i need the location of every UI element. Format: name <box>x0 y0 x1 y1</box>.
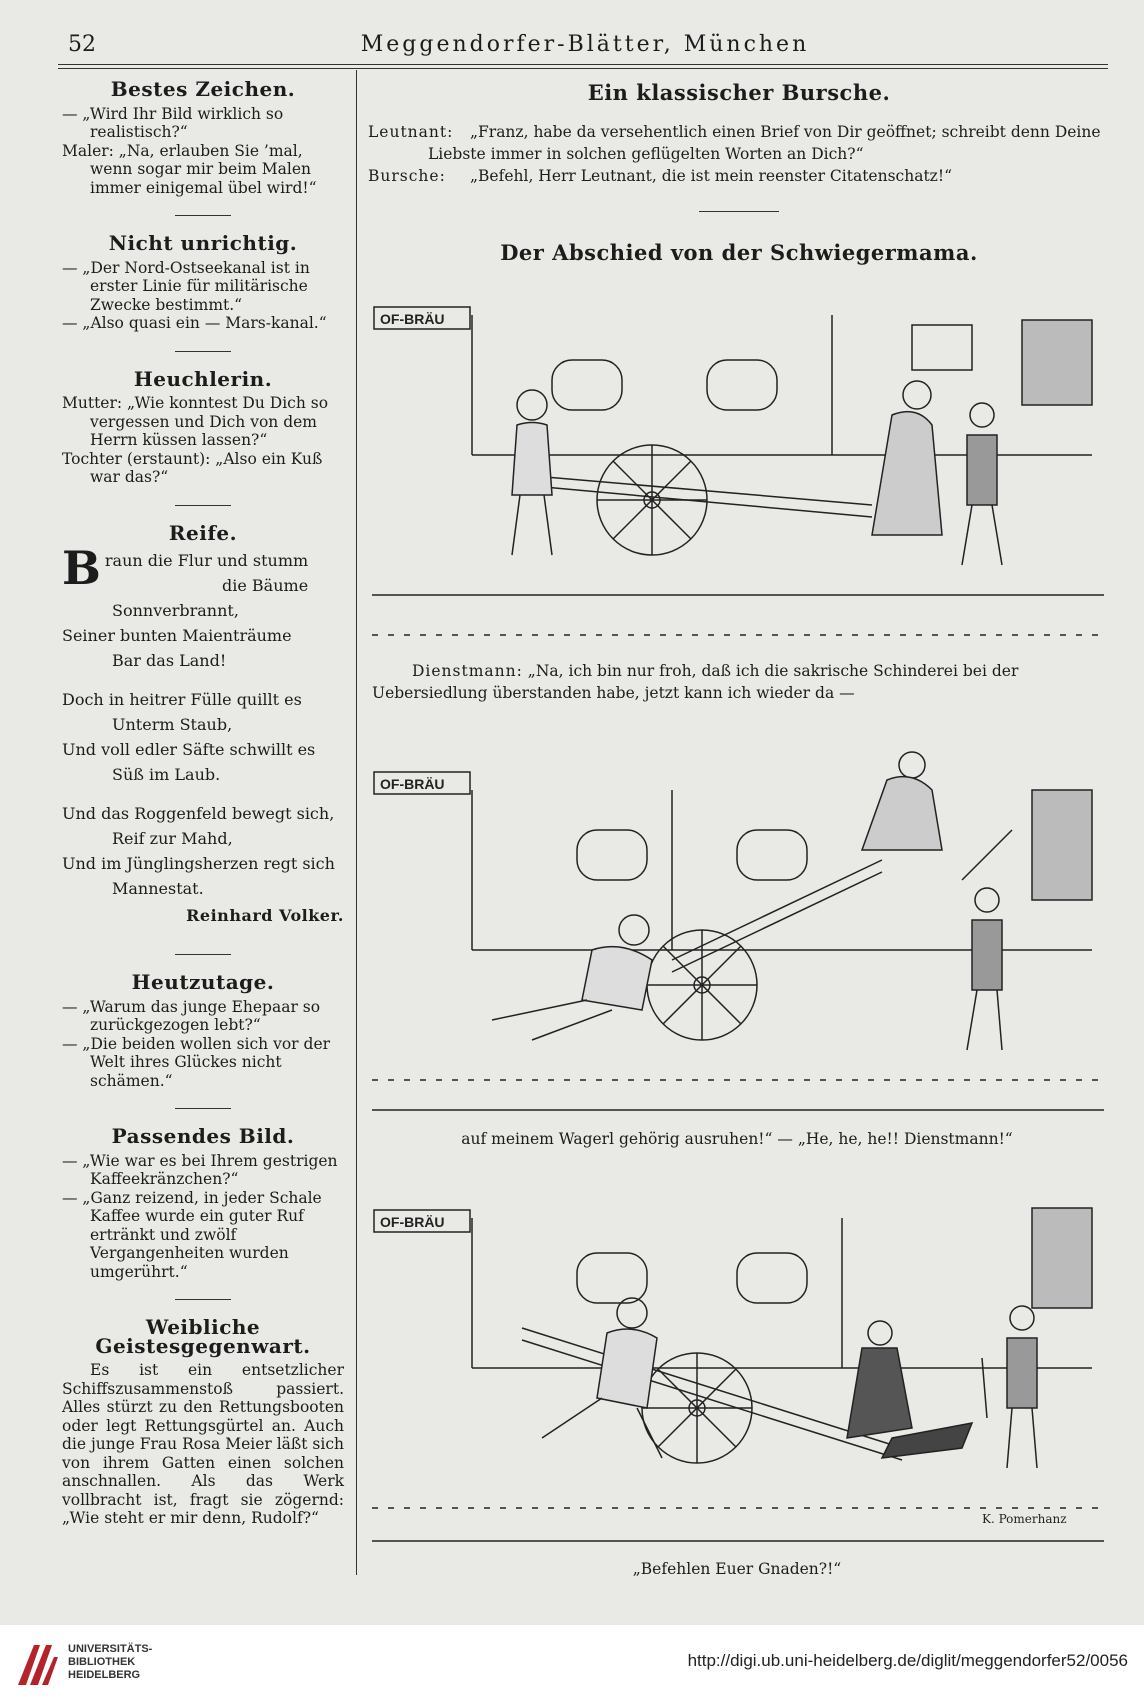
caption-3: „Befehlen Euer Gnaden?!“ <box>632 1560 842 1578</box>
cartoon-panel-2 <box>372 750 1104 1112</box>
caption-text: „Na, ich bin nur froh, daß ich die sakrische Schinderei bei der Uebersiedlung überstanden habe, jetzt kann ich wieder da — <box>372 662 1019 702</box>
poem-line: die Bäume <box>222 576 309 595</box>
poem-line: Bar das Land! <box>112 651 227 670</box>
sign-text: OF-BRÄU <box>380 1214 445 1230</box>
dialog-text: „Franz, habe da versehentlich einen Brief von Dir geöffnet; schreibt denn Deine <box>470 123 1101 141</box>
article-title-passendes-bild: Passendes Bild. <box>111 1124 295 1148</box>
text-line: — „Wie war es bei Ihrem gestrigen Kaffeekränzchen?“ <box>62 1151 338 1188</box>
text-line: Maler: „Na, erlauben Sie ’mal, wenn sogar mir beim Malen immer einigemal übel wird!“ <box>62 141 317 197</box>
cartoon-panel-1 <box>372 305 1104 650</box>
text-line: — „Ganz reizend, in jeder Schale Kaffee wurde ein guter Ruf ertränkt und zwölf Vergangenheiten wurden umgerührt.“ <box>62 1188 322 1281</box>
poem-line: Und im Jünglingsherzen regt sich <box>62 854 335 873</box>
cartoon-panel-3 <box>372 1198 1104 1546</box>
drop-cap: B <box>62 541 101 595</box>
poem-line: Mannestat. <box>112 879 204 898</box>
artist-signature: K. Pomerhanz <box>982 1512 1067 1526</box>
cartoon-illustration-3 <box>372 1198 1104 1546</box>
dialog-text: „Befehl, Herr Leutnant, die ist mein reenster Citatenschatz!“ <box>470 167 952 185</box>
separator <box>175 505 231 506</box>
caption-2: auf meinem Wagerl gehörig ausruhen!“ — „He, he, he!! Dienstmann!“ <box>461 1130 1013 1148</box>
library-name-line: BIBLIOTHEK <box>68 1656 136 1668</box>
library-name <box>68 1643 152 1682</box>
poem-line: Seiner bunten Maienträume <box>62 626 292 645</box>
poem-line: Und voll edler Säfte schwillt es <box>62 740 316 759</box>
article-title-heuchlerin: Heuchlerin. <box>133 366 273 391</box>
header-rule <box>58 64 1108 65</box>
separator <box>175 1299 231 1300</box>
dialog-row <box>368 165 1110 187</box>
article-title-reife: Reife. <box>168 520 238 545</box>
text-line: — „Wird Ihr Bild wirklich so realistisch?“ <box>62 104 284 141</box>
dialog-row <box>368 121 1110 143</box>
cartoon-illustration-1 <box>372 305 1104 650</box>
separator <box>175 351 231 352</box>
article-title-abschied: Der Abschied von der Schwiegermama. <box>500 240 978 265</box>
poem-line: raun die Flur und stumm <box>104 551 309 570</box>
poem-reife <box>62 541 344 928</box>
university-logo-icon <box>14 1639 62 1689</box>
text-line: Tochter (erstaunt): „Also ein Kuß war das?“ <box>62 449 323 486</box>
separator <box>175 215 231 216</box>
poem-author: Reinhard Volker. <box>186 906 344 925</box>
dialog-klassisch <box>368 121 1110 187</box>
speaker-label: Bursche: <box>368 167 446 185</box>
header-rule-2 <box>58 68 1108 69</box>
left-column <box>62 77 345 1528</box>
page-number: 52 <box>68 32 96 57</box>
sign-text: OF-BRÄU <box>380 776 445 792</box>
poem-line: Doch in heitrer Fülle quillt es <box>62 690 302 709</box>
article-text-weibliche: Es ist ein entsetzlicher Schiffszusammenstoß passiert. Alles stürzt zu den Rettungsbooten oder legt Rettungsgürtel an. Auch die junge Frau Rosa Meier läßt sich von ihrem Gatten einen solchen anschnallen. Als das Werk vollbracht ist, fragt sie zögernd: „Wie steht er mir denn, Rudolf?“ <box>62 1361 345 1527</box>
dialog-text: Liebste immer in solchen geflügelten Worten an Dich?“ <box>428 145 864 163</box>
caption-1 <box>372 660 1102 704</box>
caption-speaker: Dienstmann: <box>412 662 523 680</box>
separator <box>175 1108 231 1109</box>
article-title-bestes-zeichen: Bestes Zeichen. <box>110 77 296 101</box>
speaker-label: Leutnant: <box>368 123 454 141</box>
poem-line: Süß im Laub. <box>112 765 221 784</box>
cartoon-illustration-2 <box>372 750 1104 1112</box>
poem-line: Reif zur Mahd, <box>112 829 233 848</box>
poem-line: Und das Roggenfeld bewegt sich, <box>62 804 335 823</box>
poem-line: Unterm Staub, <box>112 715 233 734</box>
library-name-line: HEIDELBERG <box>68 1669 141 1681</box>
text-line: — „Also quasi ein — Mars-kanal.“ <box>62 314 327 332</box>
text-line: Mutter: „Wie konntest Du Dich so vergessen und Dich von dem Herrn küssen lassen?“ <box>62 394 329 449</box>
sign-text: OF-BRÄU <box>380 311 445 327</box>
source-url-link[interactable]: http://digi.ub.uni-heidelberg.de/diglit/meggendorfer52/0056 <box>687 1651 1128 1670</box>
article-title-nicht-unrichtig: Nicht unrichtig. <box>108 231 298 255</box>
right-column <box>368 80 1110 265</box>
text-line: — „Die beiden wollen sich vor der Welt ihres Glückes nicht schämen.“ <box>62 1034 331 1090</box>
poem-line: Sonnverbrannt, <box>112 601 239 620</box>
journal-title: Meggendorfer-Blätter, München <box>360 32 810 57</box>
running-header <box>60 30 1110 58</box>
footer-bar <box>0 1625 1144 1703</box>
separator <box>699 211 779 212</box>
library-name-line: UNIVERSITÄTS- <box>68 1643 153 1655</box>
text-line: — „Der Nord-Ostseekanal ist in erster Linie für militärische Zwecke bestimmt.“ <box>62 258 310 314</box>
column-divider <box>356 70 357 1575</box>
text-line: — „Warum das junge Ehepaar so zurückgezogen lebt?“ <box>62 997 321 1034</box>
article-title-klassisch: Ein klassischer Bursche. <box>587 80 891 105</box>
article-title-weibliche: Weibliche Geistesgegenwart. <box>95 1315 311 1358</box>
separator <box>175 954 231 955</box>
article-title-heutzutage: Heutzutage. <box>131 970 275 994</box>
